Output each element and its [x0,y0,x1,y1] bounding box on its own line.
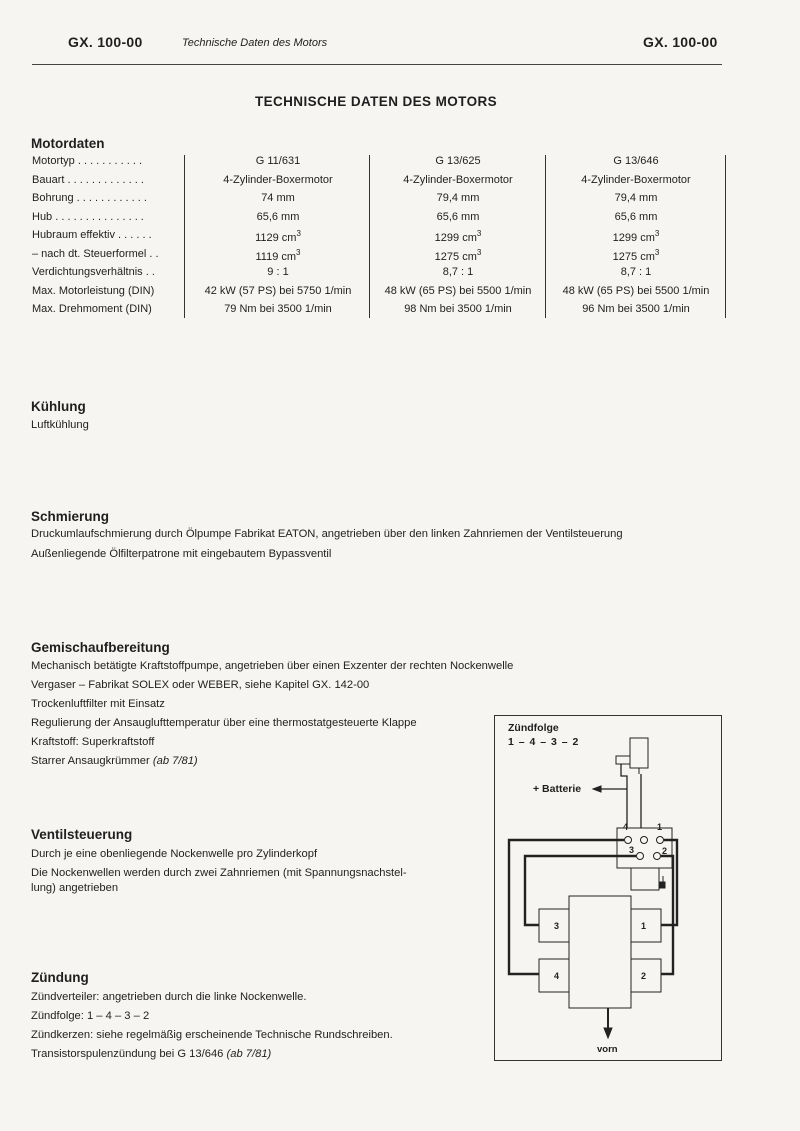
ventil-line: Durch je eine obenliegende Nockenwelle pro Zylinderkopf [31,848,318,860]
cell-g13-625: 98 Nm bei 3500 1/min [404,303,512,315]
cell-g13-625: 4-Zylinder-Boxermotor [403,173,513,186]
header-subtitle: Technische Daten des Motors [182,37,328,49]
cell-value: 1299 cm [434,232,477,244]
front-label: vorn [597,1044,618,1055]
zuendung-line: Zündfolge: 1 – 4 – 3 – 2 [31,1010,150,1022]
cell-g13-625 [371,248,545,263]
row-label: Bohrung . . . . . . . . . . . . [32,192,147,204]
gemisch-last-text: Starrer Ansaugkrümmer [31,755,150,767]
cell-g13-625: 79,4 mm [436,192,480,204]
cell-g13-646: 96 Nm bei 3500 1/min [582,303,690,315]
header-rule [32,64,722,65]
cell-g13-625: 48 kW (65 PS) bei 5500 1/min [384,284,532,297]
cell-value: 1275 cm [612,250,655,263]
zuendung-line [31,1045,271,1064]
diagram-title: Zündfolge [508,722,559,734]
section-heading-ventil: Ventilsteuerung [31,827,133,842]
header-code-left: GX. 100-00 [68,34,143,50]
plug-label-1: 1 [641,921,647,931]
row-label: – nach dt. Steuerformel . . [32,247,159,260]
section-heading-motordaten: Motordaten [31,136,105,151]
zuendung-line: Zündverteiler: angetrieben durch die linke Nockenwelle. [31,991,307,1003]
gemisch-line: Vergaser – Fabrikat SOLEX oder WEBER, siehe Kapitel GX. 142-00 [31,679,370,691]
cell-g13-646: 4-Zylinder-Boxermotor [581,173,691,186]
row-label: Hub . . . . . . . . . . . . . . . [32,210,144,223]
engine-block [569,896,631,1008]
spark-plug-leads [509,840,677,974]
table-divider [545,155,546,318]
cell-value: 1275 cm [434,250,477,263]
superscript: 3 [476,229,482,238]
plug-label-4: 4 [554,971,560,981]
arrow-icon [593,786,601,792]
superscript: 3 [476,247,482,257]
distributor-schematic [495,716,721,1060]
table-divider [725,155,726,318]
cell-g13-625: 65,6 mm [436,210,480,223]
schmierung-line: Druckumlaufschmierung durch Ölpumpe Fabrikat EATON, angetrieben über den linken Zahnriemen der Ventilsteuerung [31,528,623,540]
plug-label-3: 3 [554,921,560,931]
plug-label-2: 2 [641,971,647,981]
cell-value: 1299 cm [612,232,655,244]
cell-g13-646: 8,7 : 1 [620,266,652,278]
section-heading-schmierung: Schmierung [31,509,110,524]
ventil-line: lung) angetrieben [31,882,119,894]
superscript: 3 [296,247,301,257]
distributor-body [631,868,659,890]
cell-g13-646: 48 kW (65 PS) bei 5500 1/min [562,284,710,297]
table-divider [369,155,370,318]
zuendung-line: Zündkerzen: siehe regelmäßig erscheinende Technische Rundschreiben. [31,1029,393,1041]
gemisch-line [31,752,198,771]
ignition-coil [630,738,648,768]
superscript: 3 [296,229,301,238]
cap-label-4: 4 [623,822,629,832]
cell-g11: 4-Zylinder-Boxermotor [223,173,333,186]
gemisch-line: Mechanisch betätigte Kraftstoffpumpe, angetrieben über einen Exzenter der rechten Nockenwelle [31,660,514,672]
zuendung-last-text: Transistorspulenzündung bei G 13/646 [31,1048,224,1060]
cell-g11: 79 Nm bei 3500 1/min [224,303,332,315]
gemisch-line: Kraftstoff: Superkraftstoff [31,736,155,748]
front-arrow-icon [604,1028,612,1038]
firing-order-diagram [494,715,722,1061]
ventil-line: Die Nockenwellen werden durch zwei Zahnriemen (mit Spannungsnachstel- [31,867,407,879]
section-heading-kuehlung: Kühlung [31,399,86,414]
gemisch-line: Trockenluftfilter mit Einsatz [31,698,165,710]
cell-g13-625: G 13/625 [435,155,481,167]
gemisch-line: Regulierung der Ansauglufttemperatur über eine thermostatgesteuerte Klappe [31,717,417,729]
cell-g13-646 [547,248,725,263]
terminal-2 [654,853,661,860]
row-label: Verdichtungsverhältnis . . [32,266,155,278]
cap-label-3: 3 [629,845,635,855]
cell-g11: 9 : 1 [267,266,289,278]
row-label: Max. Motorleistung (DIN) [32,284,155,297]
cell-value: 1129 cm [255,232,297,244]
section-heading-gemisch: Gemischaufbereitung [31,640,170,655]
zuendung-last-italic: (ab 7/81) [226,1048,272,1060]
kuehlung-text: Luftkühlung [31,419,89,431]
terminal-3 [637,853,644,860]
cell-g13-625 [371,229,545,244]
terminal-center [641,837,648,844]
cell-g11 [187,248,369,263]
battery-label: + Batterie [533,783,582,795]
table-divider [184,155,185,318]
cell-value: 1119 cm [255,250,297,263]
cell-g13-646: 65,6 mm [614,210,658,223]
section-heading-zuendung: Zündung [31,970,89,985]
diagram-order: 1 – 4 – 3 – 2 [508,736,580,748]
cell-g11: 74 mm [261,192,295,204]
superscript: 3 [654,229,660,238]
cell-g11: 42 kW (57 PS) bei 5750 1/min [204,284,352,297]
page-title: TECHNISCHE DATEN DES MOTORS [254,94,498,109]
schmierung-line: Außenliegende Ölfilterpatrone mit eingebautem Bypassventil [31,548,332,560]
row-label: Motortyp . . . . . . . . . . . [32,155,143,167]
cell-g13-646: 79,4 mm [614,192,658,204]
cell-g13-646: G 13/646 [613,155,659,167]
coil-terminal [616,756,630,764]
cell-g11 [187,229,369,244]
cell-g11: G 11/631 [255,155,301,167]
cell-g13-625: 8,7 : 1 [442,266,474,278]
cell-g11: 65,6 mm [256,210,300,223]
cap-label-2: 2 [662,846,668,856]
terminal-1 [657,837,664,844]
cap-label-1: 1 [657,822,663,832]
gemisch-last-italic: (ab 7/81) [152,755,198,767]
terminal-4 [625,837,632,844]
header-code-right: GX. 100-00 [643,34,718,50]
superscript: 3 [654,247,660,257]
row-label: Bauart . . . . . . . . . . . . . [32,173,144,186]
row-label: Hubraum effektiv . . . . . . [32,229,152,241]
row-label: Max. Drehmoment (DIN) [32,303,152,315]
cell-g13-646 [547,229,725,244]
